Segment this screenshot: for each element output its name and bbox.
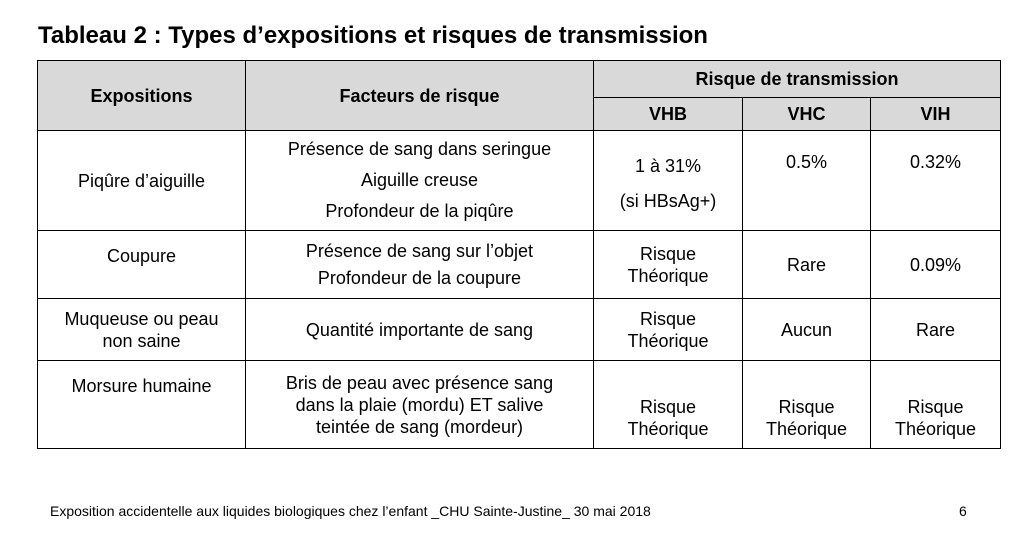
cell-line: 0.32% xyxy=(909,152,962,172)
cell-line: dans la plaie (mordu) ET salive xyxy=(295,394,544,415)
table-row xyxy=(38,361,1001,449)
cell-vhb xyxy=(594,299,743,361)
cell-vhb xyxy=(594,131,743,231)
cell-line: Présence de sang sur l’objet xyxy=(305,240,534,261)
cell-line: Risque xyxy=(639,243,697,264)
table-row xyxy=(38,131,1001,231)
cell-line: 1 à 31% xyxy=(634,155,702,176)
cell-facteurs xyxy=(246,231,594,299)
cell-line: Théorique xyxy=(894,419,977,439)
cell-line: Risque xyxy=(778,397,835,417)
header-facteurs: Facteurs de risque xyxy=(246,61,594,131)
cell-line: Rare xyxy=(916,319,956,340)
cell-line: teintée de sang (mordeur) xyxy=(315,416,524,437)
cell-vhc xyxy=(743,131,871,231)
cell-vhc xyxy=(743,299,871,361)
header-vhc: VHC xyxy=(743,98,871,131)
cell-vhc xyxy=(743,361,871,449)
table-title: Tableau 2 : Types d’expositions et risques de transmission xyxy=(38,22,708,49)
cell-line: Risque xyxy=(907,397,964,417)
page-number: 6 xyxy=(959,503,967,519)
cell-line: Théorique xyxy=(627,330,709,351)
header-vih: VIH xyxy=(871,98,1001,131)
cell-line: Bris de peau avec présence sang xyxy=(285,372,554,393)
cell-line: Quantité importante de sang xyxy=(305,319,534,340)
cell-exposition xyxy=(38,231,246,299)
cell-line: Profondeur de la coupure xyxy=(317,267,522,288)
cell-facteurs xyxy=(246,299,594,361)
cell-vhb xyxy=(594,231,743,299)
header-vhb: VHB xyxy=(594,98,743,131)
cell-line: Risque xyxy=(639,308,697,329)
cell-line: Présence de sang dans seringue xyxy=(287,139,552,159)
cell-facteurs xyxy=(246,361,594,449)
footer-source: Exposition accidentelle aux liquides biologiques chez l’enfant _CHU Sainte-Justine_ 30 mai 2018 xyxy=(50,503,651,519)
cell-vih xyxy=(871,361,1001,449)
cell-line: Coupure xyxy=(106,246,177,266)
cell-vih xyxy=(871,231,1001,299)
table-row xyxy=(38,299,1001,361)
cell-exposition xyxy=(38,131,246,231)
cell-line: (si HBsAg+) xyxy=(619,190,717,211)
table-row xyxy=(38,231,1001,299)
cell-line: Muqueuse ou peau xyxy=(64,308,219,329)
cell-line: Profondeur de la piqûre xyxy=(325,201,514,221)
cell-line: Aucun xyxy=(780,319,833,340)
cell-line: 0.09% xyxy=(909,254,962,275)
cell-vih xyxy=(871,299,1001,361)
cell-line: Théorique xyxy=(627,265,709,286)
cell-line: non saine xyxy=(102,330,181,351)
header-risque: Risque de transmission xyxy=(594,61,1001,98)
cell-line: Aiguille creuse xyxy=(360,170,479,190)
cell-vhb xyxy=(594,361,743,449)
cell-vhc xyxy=(743,231,871,299)
header-expositions: Expositions xyxy=(38,61,246,131)
cell-line: Risque xyxy=(639,397,697,417)
cell-line: 0.5% xyxy=(785,152,828,172)
cell-line: Théorique xyxy=(627,419,709,439)
cell-line: Piqûre d’aiguille xyxy=(77,170,206,191)
transmission-risk-table xyxy=(37,60,1001,449)
cell-facteurs xyxy=(246,131,594,231)
cell-vih xyxy=(871,131,1001,231)
cell-line: Rare xyxy=(786,254,826,275)
cell-line: Morsure humaine xyxy=(71,376,212,396)
cell-exposition xyxy=(38,361,246,449)
cell-line: Théorique xyxy=(765,419,848,439)
cell-exposition xyxy=(38,299,246,361)
